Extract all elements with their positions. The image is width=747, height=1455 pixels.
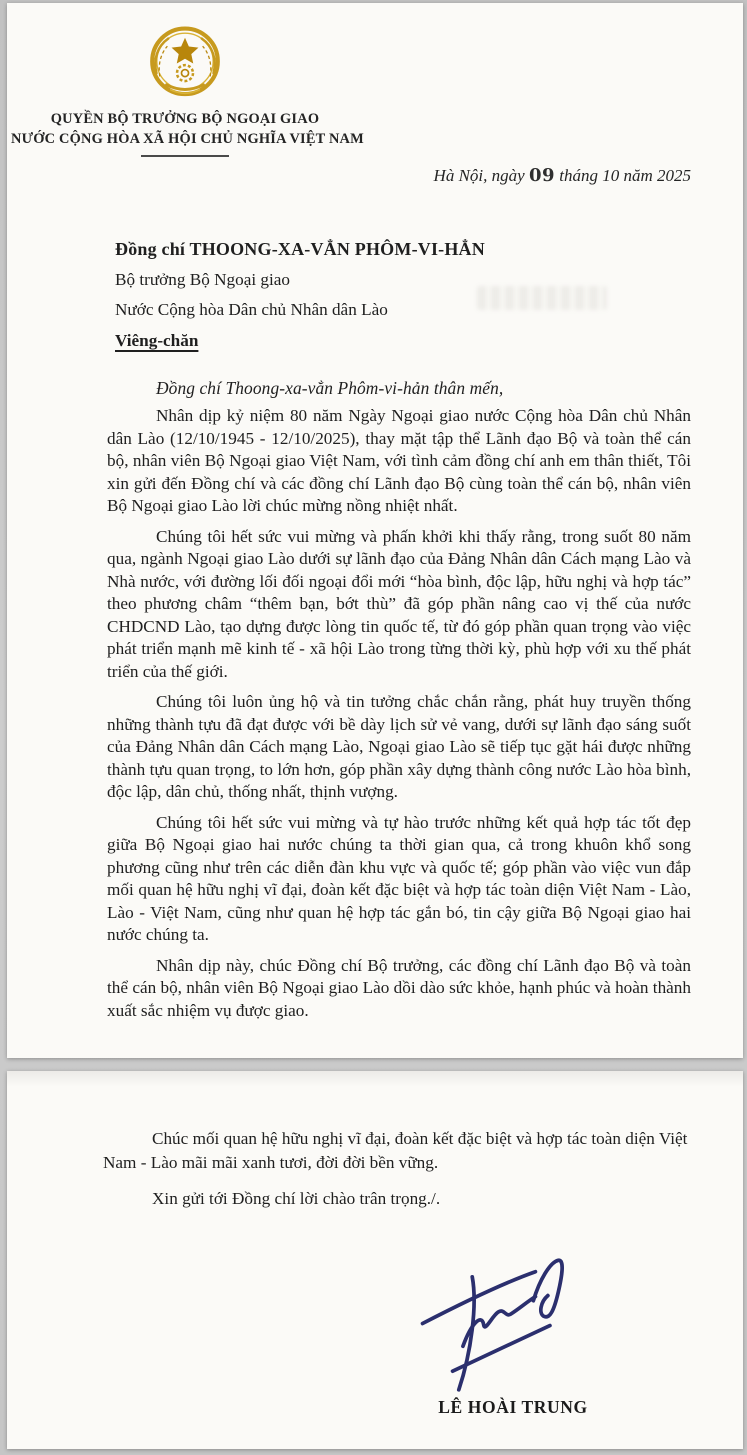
vietnam-national-emblem-icon — [143, 21, 227, 105]
paragraph-3: Chúng tôi luôn ủng hộ và tin tưởng chắc chắn rằng, phát huy truyền thống những thành tựu đã đạt được với bề dày lịch sử vẻ vang, dưới sự lãnh đạo sáng suốt của Đảng Nhân dân Cách mạng Lào, Ngoại giao Lào sẽ tiếp tục gặt hái được những thành tựu quan trọng, to lớn hơn, góp phần xây dựng thành công nước Lào hòa bình, độc lập, dân chủ, thống nhất, thịnh vượng. — [107, 692, 691, 801]
dateline-suffix: tháng 10 năm 2025 — [555, 166, 691, 185]
paragraph-1: Nhân dịp kỷ niệm 80 năm Ngày Ngoại giao nước Cộng hòa Dân chủ Nhân dân Lào (12/10/1945 - 12/10/2025), thay mặt tập thể Lãnh đạo Bộ và toàn thể cán bộ, nhân viên Bộ Ngoại giao Việt Nam, với tình cảm đồng chí anh em thân thiết, Tôi xin gửi đến Đồng chí và các đồng chí Lãnh đạo Bộ cùng toàn thể cán bộ, nhân viên Bộ Ngoại giao Lào lời chúc mừng nồng nhiệt nhất. — [107, 406, 691, 515]
dateline-prefix: Hà Nội, ngày — [433, 166, 529, 185]
letter-body — [107, 405, 691, 1030]
letterhead-divider — [141, 155, 229, 157]
dateline — [434, 165, 691, 186]
org-name-line1: QUYỀN BỘ TRƯỞNG BỘ NGOẠI GIAO — [50, 111, 320, 127]
paragraph-4: Chúng tôi hết sức vui mừng và tự hào trước những kết quả hợp tác tốt đẹp giữa Bộ Ngoại giao hai nước chúng ta thời gian qua, cả trong khuôn khổ song phương cũng như trên các diễn đàn khu vực và quốc tế; góp phần vào việc vun đắp mối quan hệ hữu nghị vĩ đại, đoàn kết đặc biệt và hợp tác toàn diện Việt Nam - Lào, Lào - Việt Nam, cũng như quan hệ hợp tác gắn bó, tin cậy giữa Bộ Ngoại giao hai nước chúng ta. — [107, 812, 691, 944]
recipient-name: Đồng chí THOONG-XA-VẲN PHÔM-VI-HẲN — [115, 239, 485, 259]
letter-page-1 — [7, 3, 743, 1058]
closing-paragraph-2: Xin gửi tới Đồng chí lời chào trân trọng./. — [152, 1189, 441, 1208]
org-name-line2: NƯỚC CỘNG HÒA XÃ HỘI CHỦ NGHĨA VIỆT NAM — [11, 131, 364, 147]
salutation: Đồng chí Thoong-xa-vẳn Phôm-vi-hản thân mến, — [156, 378, 504, 398]
recipient-city: Viêng-chăn — [115, 330, 199, 350]
recipient-block — [115, 234, 485, 357]
signer-name: LÊ HOÀI TRUNG — [438, 1397, 588, 1417]
closing-paragraph-1: Chúc mối quan hệ hữu nghị vĩ đại, đoàn kết đặc biệt và hợp tác toàn diện Việt Nam - Lào mãi mãi xanh tươi, đời đời bền vững. — [103, 1129, 688, 1172]
paragraph-5: Nhân dịp này, chúc Đồng chí Bộ trưởng, các đồng chí Lãnh đạo Bộ và toàn thể cán bộ, nhân viên Bộ Ngoại giao Lào dồi dào sức khỏe, hạnh phúc và hoàn thành xuất sắc nhiệm vụ được giao. — [107, 955, 691, 1020]
dateline-day-handwritten: 09 — [528, 165, 555, 186]
bleed-through-artifact — [477, 286, 607, 310]
handwritten-signature — [417, 1251, 629, 1396]
letterhead — [11, 21, 364, 157]
recipient-title: Bộ trưởng Bộ Ngoại giao — [115, 269, 290, 289]
paragraph-2: Chúng tôi hết sức vui mừng và phấn khởi khi thấy rằng, trong suốt 80 năm qua, ngành Ngoại giao Lào dưới sự lãnh đạo của Đảng Nhân dân Cách mạng Lào và Nhà nước, với đường lối đối ngoại đổi mới “hòa bình, độc lập, hữu nghị và hợp tác” theo phương châm “thêm bạn, bớt thù” đã góp phần nâng cao vị thế của nước CHDCND Lào, tạo dựng được lòng tin quốc tế, từ đó góp phần quan trọng vào việc phát triển mạnh mẽ kinh tế - xã hội Lào trong từng thời kỳ, phù hợp với xu thế phát triển của thế giới. — [107, 526, 691, 681]
closing-body — [103, 1127, 697, 1223]
recipient-country: Nước Cộng hòa Dân chủ Nhân dân Lào — [115, 300, 388, 319]
letter-page-2 — [7, 1071, 743, 1449]
